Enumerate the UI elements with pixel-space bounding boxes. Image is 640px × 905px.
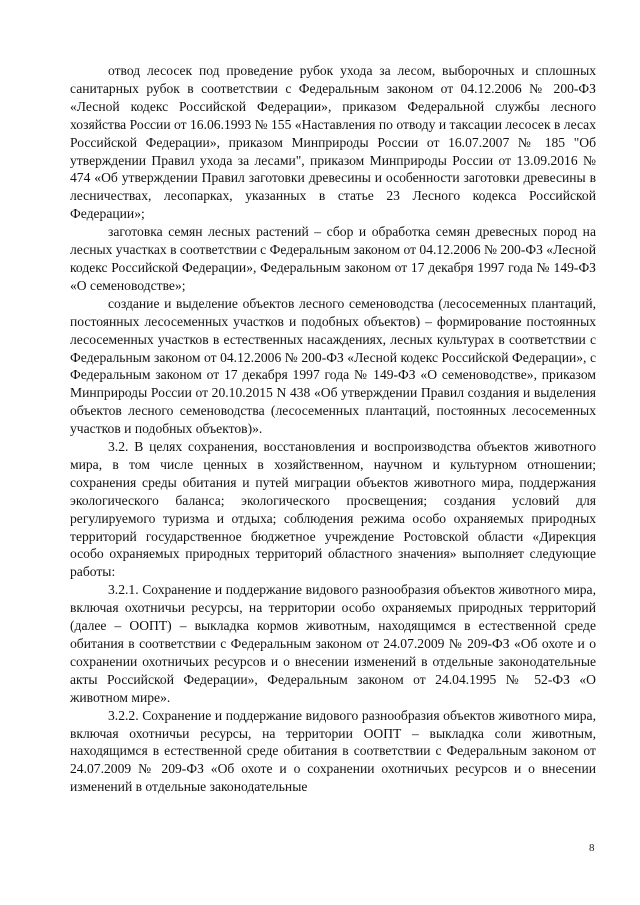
paragraph-logging-plots: отвод лесосек под проведение рубок ухода за лесом, выборочных и сплошных санитарных рубок в соответствии с Федеральным законом от 04.12.2006 № 200-ФЗ «Лесной кодекс Российской Федерации», приказом Федеральной службы лесного хозяйства России от 16.06.1993 № 155 «Наставления по отводу и таксации лесосек в лесах Российской Федерации», приказом Минприроды России от 16.07.2007 № 185 "Об утверждении Правил ухода за лесами", приказом Минприроды России от 13.09.2016 № 474 «Об утверждении Правил заготовки древесины и особенности заготовки древесины в лесничествах, лесопарках, указанных в статье 23 Лесного кодекса Российской Федерации»; bbox=[70, 63, 596, 222]
page-number: 8 bbox=[589, 842, 595, 854]
paragraph-seed-harvesting: заготовка семян лесных растений – сбор и обработка семян древесных пород на лесных участках в соответствии с Федеральным законом от 04.12.2006 № 200-ФЗ «Лесной кодекс Российской Федерации», Федеральным законом от 17 декабря 1997 года № 149-ФЗ «О семеноводстве»; bbox=[70, 224, 596, 293]
paragraph-section-3-2-2: 3.2.2. Сохранение и поддержание видового разнообразия объектов животного мира, включая охотничьи ресурсы, на территории ООПТ – выкладка соли животным, находящимся в естественной среде обитания в соответствии с Федеральным законом от 24.07.2009 № 209-ФЗ «Об охоте и о сохранении охотничьих ресурсов и о внесении изменений в отдельные законодательные bbox=[70, 707, 596, 795]
document-body bbox=[70, 62, 596, 796]
paragraph-seed-objects: создание и выделение объектов лесного семеноводства (лесосеменных плантаций, постоянных лесосеменных участков и подобных объектов) – формирование постоянных лесосеменных участков в естественных насаждениях, лесных культурах в соответствии с Федеральным законом от 04.12.2006 № 200-ФЗ «Лесной кодекс Российской Федерации», с Федеральным законом от 17 декабря 1997 года № 149-ФЗ «О семеноводстве», приказом Минприроды России от 20.10.2015 N 438 «Об утверждении Правил создания и выделения объектов лесного семеноводства (лесосеменных плантаций, постоянных лесосеменных участков и подобных объектов)». bbox=[70, 295, 596, 437]
paragraph-section-3-2: 3.2. В целях сохранения, восстановления и воспроизводства объектов животного мира, в том числе ценных в хозяйственном, научном и культурном отношении; сохранения среды обитания и путей миграции объектов животного мира, поддержания экологического баланса; экологического просвещения; создания условий для регулируемого туризма и отдыха; соблюдения режима особо охраняемых природных территорий государственное бюджетное учреждение Ростовской области «Дирекция особо охраняемых природных территорий областного значения» выполняет следующие работы: bbox=[70, 439, 596, 580]
paragraph-section-3-2-1: 3.2.1. Сохранение и поддержание видового разнообразия объектов животного мира, включая охотничьи ресурсы, на территории особо охраняемых природных территорий (далее – ООПТ) – выкладка кормов животным, находящимся в естественной среде обитания в соответствии с Федеральным законом от 24.07.2009 № 209-ФЗ «Об охоте и о сохранении охотничьих ресурсов и о внесении изменений в отдельные законодательные акты Российской Федерации», Федеральным законом от 24.04.1995 № 52-ФЗ «О животном мире». bbox=[70, 582, 596, 705]
